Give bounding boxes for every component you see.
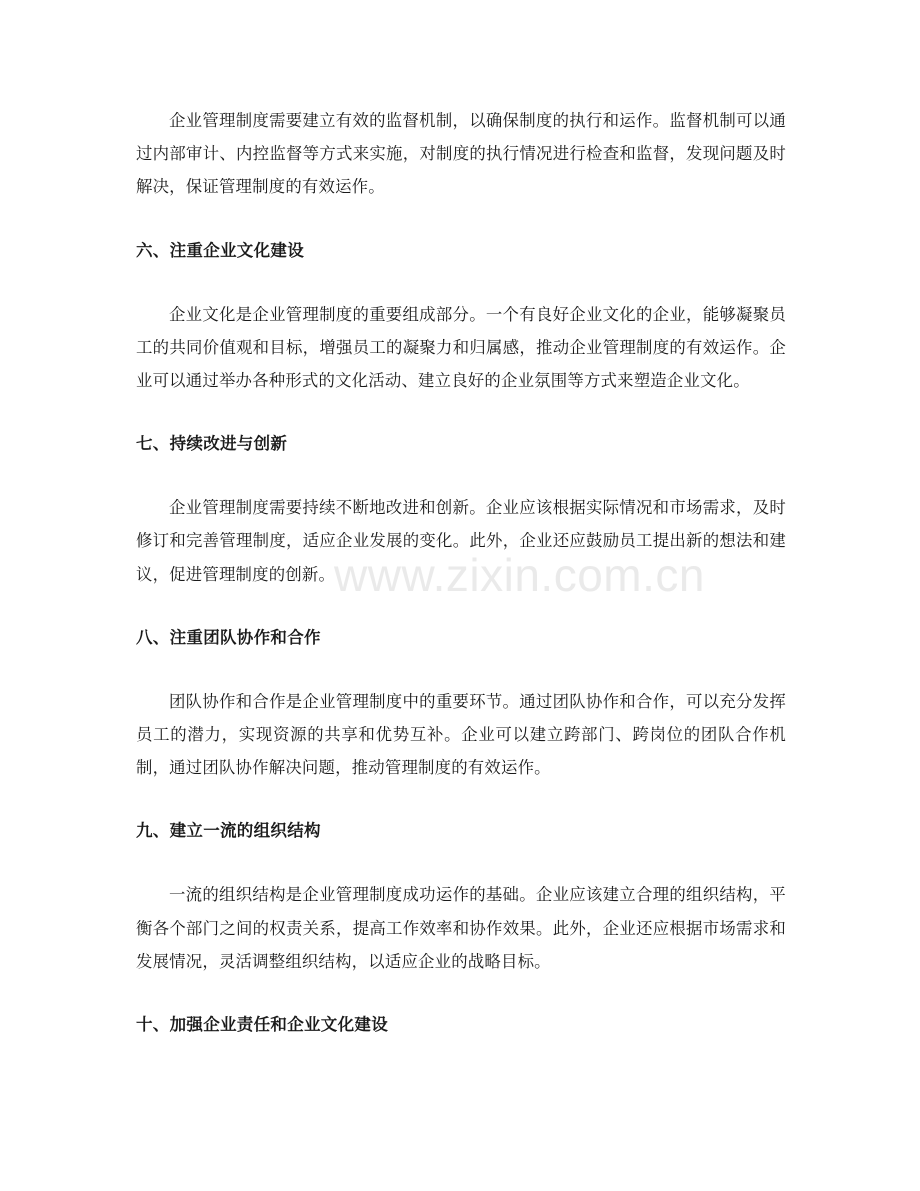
paragraph-teamwork: 团队协作和合作是企业管理制度中的重要环节。通过团队协作和合作，可以充分发挥员工的潜力，实现资源的共享和优势互补。企业可以建立跨部门、跨岗位的团队合作机制，通过团队协作解决问题，推动管理制度的有效运作。 — [136, 691, 786, 778]
section-heading-9: 九、建立一流的组织结构 — [136, 821, 321, 841]
paragraph-organization: 一流的组织结构是企业管理制度成功运作的基础。企业应该建立合理的组织结构，平衡各个部门之间的权责关系，提高工作效率和协作效果。此外，企业还应根据市场需求和发展情况，灵活调整组织结构，以适应企业的战略目标。 — [136, 885, 786, 971]
section-heading-10: 十、加强企业责任和企业文化建设 — [136, 1015, 388, 1035]
paragraph-improvement: 企业管理制度需要持续不断地改进和创新。企业应该根据实际情况和市场需求，及时修订和完善管理制度，适应企业发展的变化。此外，企业还应鼓励员工提出新的想法和建议，促进管理制度的创新。 — [136, 498, 786, 584]
watermark: www.zixin.com.cn — [334, 549, 705, 601]
document-body — [136, 104, 786, 1072]
section-heading-8: 八、注重团队协作和合作 — [136, 627, 321, 647]
paragraph-culture: 企业文化是企业管理制度的重要组成部分。一个有良好企业文化的企业，能够凝聚员工的共同价值观和目标，增强员工的凝聚力和归属感，推动企业管理制度的有效运作。企业可以通过举办各种形式的文化活动、建立良好的企业氛围等方式来塑造企业文化。 — [136, 304, 786, 391]
paragraph-supervision: 企业管理制度需要建立有效的监督机制，以确保制度的执行和运作。监督机制可以通过内部审计、内控监督等方式来实施，对制度的执行情况进行检查和监督，发现问题及时解决，保证管理制度的有效运作。 — [136, 111, 786, 197]
section-heading-7: 七、持续改进与创新 — [136, 434, 288, 454]
section-heading-6: 六、注重企业文化建设 — [136, 240, 304, 260]
